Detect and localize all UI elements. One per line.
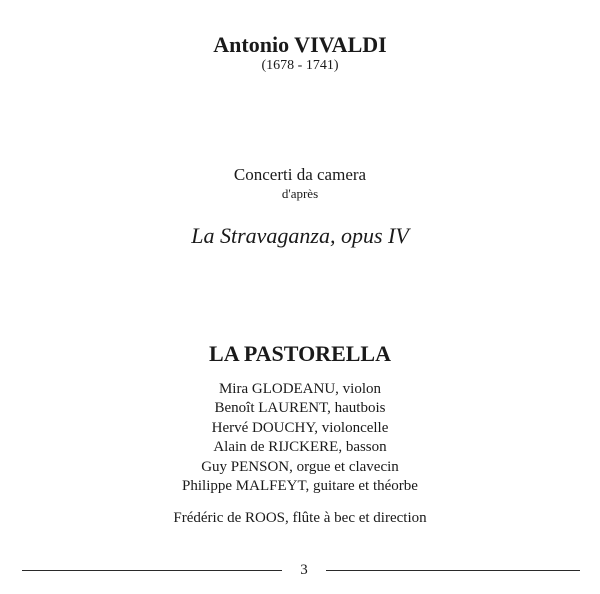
work-title: Concerti da camera — [233, 165, 367, 184]
ensemble-name: LA PASTORELLA — [209, 341, 391, 366]
director-credit: Frédéric de ROOS, flûte à bec et direction — [173, 510, 427, 526]
performer-item: Philippe MALFEYT, guitare et théorbe — [182, 478, 418, 495]
footer-divider-left — [22, 570, 282, 571]
work-source: La Stravaganza, opus IV — [191, 223, 409, 248]
performer-item: Alain de RIJCKERE, basson — [213, 439, 387, 456]
work-subtitle: d'après — [281, 186, 319, 201]
performer-item: Benoît LAURENT, hautbois — [214, 400, 386, 417]
performer-list — [0, 380, 600, 496]
composer-dates: (1678 - 1741) — [261, 58, 339, 73]
composer-name: Antonio VIVALDI — [213, 32, 387, 57]
page-number: 3 — [300, 562, 308, 578]
performer-item: Hervé DOUCHY, violoncelle — [211, 419, 389, 436]
performer-item: Guy PENSON, orgue et clavecin — [201, 458, 399, 475]
performer-item: Mira GLODEANU, violon — [218, 381, 382, 397]
footer-divider-right — [326, 570, 580, 571]
